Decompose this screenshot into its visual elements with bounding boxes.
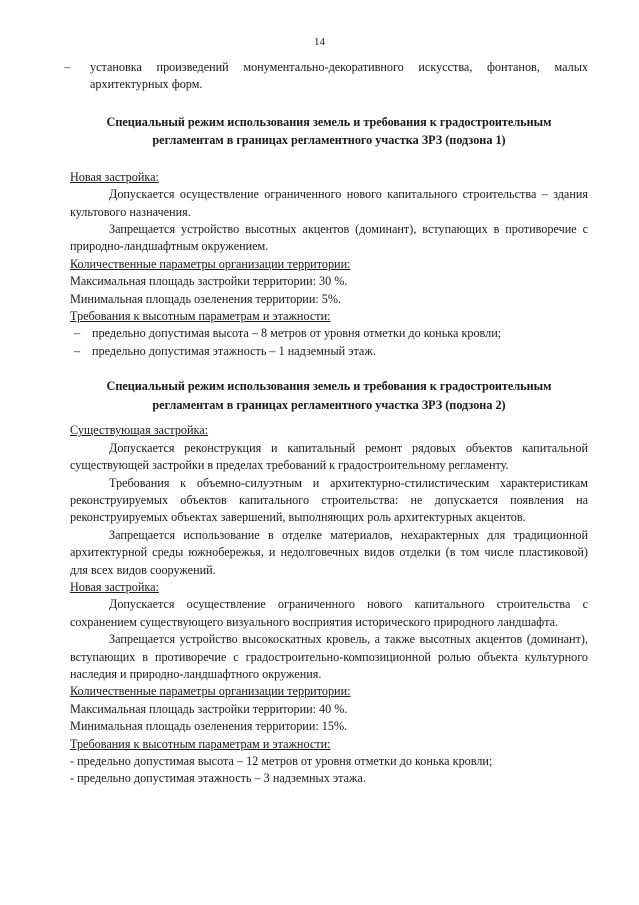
section2-heading xyxy=(70,377,588,414)
section2-height-item-1: - предельно допустимая высота – 12 метров от уровня отметки до конька кровли; xyxy=(70,754,493,768)
section1-heading-line1: Специальный режим использования земель и требования к градостроительным xyxy=(106,114,552,129)
intro-list-item-text: установка произведений монументально-декоративного искусства, фонтанов, малых архитектурных форм. xyxy=(90,60,588,92)
section1-height-item-2: предельно допустимая этажность – 1 надземный этаж. xyxy=(92,343,376,358)
section2-existing-paragraph-3: Запрещается использование в отделке материалов, нехарактерных для традиционной архитектурной среды южнобережья, и недолговечных видов отделки (в том числе пластиковой) для всех видов сооружений. xyxy=(70,527,588,577)
section1-quant-1: Максимальная площадь застройки территории: 30 %. xyxy=(70,274,348,289)
section2-new-build-label: Новая застройка: xyxy=(70,579,159,594)
section2-new-paragraph-1: Допускается осуществление ограниченного нового капитального строительства с сохранением существующего визуального восприятия исторического природного ландшафта. xyxy=(70,597,588,629)
dash-bullet: – xyxy=(74,326,81,341)
section1-quant-label: Количественные параметры организации территории: xyxy=(70,256,351,271)
section1-height-item xyxy=(70,325,588,342)
section2-existing-paragraph-1: Допускается реконструкция и капитальный ремонт рядовых объектов капитальной существующей застройки в пределах требований к градостроительному регламенту. xyxy=(70,440,588,473)
dash-bullet: – xyxy=(74,343,81,358)
section2-quant-2: Минимальная площадь озеленения территории: 15%. xyxy=(70,719,348,734)
section1-height-item xyxy=(70,343,588,360)
section2-existing-label: Существующая застройка: xyxy=(70,423,209,438)
section1-height-item-1: предельно допустимая высота – 8 метров от уровня отметки до конька кровли; xyxy=(92,326,502,341)
section1-paragraph-1: Допускается осуществление ограниченного нового капитального строительства – здания культового назначения. xyxy=(70,187,588,219)
page-number: 14 xyxy=(314,36,325,48)
section1-height-label: Требования к высотным параметрам и этажности: xyxy=(70,309,331,324)
section1-heading-line2: регламентам в границах регламентного участка ЗРЗ (подзона 1) xyxy=(152,133,506,148)
section2-heading-line1: Специальный режим использования земель и требования к градостроительным xyxy=(106,379,552,394)
section1-quant-2: Минимальная площадь озеленения территории: 5%. xyxy=(70,291,342,306)
section1-heading xyxy=(70,113,588,150)
section2-height-item-2: - предельно допустимая этажность – 3 надземных этажа. xyxy=(70,771,366,786)
document-body xyxy=(64,59,588,788)
dash-bullet: – xyxy=(64,60,71,74)
section1-paragraph-2: Запрещается устройство высотных акцентов (доминант), вступающих в противоречие с природно-ландшафтным окружением. xyxy=(70,222,588,254)
section2-quant-1: Максимальная площадь застройки территории: 40 %. xyxy=(70,701,348,716)
section2-existing-paragraph-2: Требования к объемно-силуэтным и архитектурно-стилистическим характеристикам реконструируемых объектов капитального строительства: не допускается появления на реконструируемых объектах завершений, выполняющих роль архитектурных акцентов. xyxy=(70,475,588,525)
intro-list-item xyxy=(64,59,588,94)
section2-quant-label: Количественные параметры организации территории: xyxy=(70,684,351,699)
section2-heading-line2: регламентам в границах регламентного участка ЗРЗ (подзона 2) xyxy=(152,397,506,412)
section2-height-label: Требования к высотным параметрам и этажности: xyxy=(70,736,331,751)
section1-new-build-label: Новая застройка: xyxy=(70,169,159,184)
section2-new-paragraph-2: Запрещается устройство высокоскатных кровель, а также высотных акцентов (доминант), вступающих в противоречие с градостроительно-композиционной ролью объекта культурного наследия и природно-ландшафтного окружения. xyxy=(70,632,588,681)
